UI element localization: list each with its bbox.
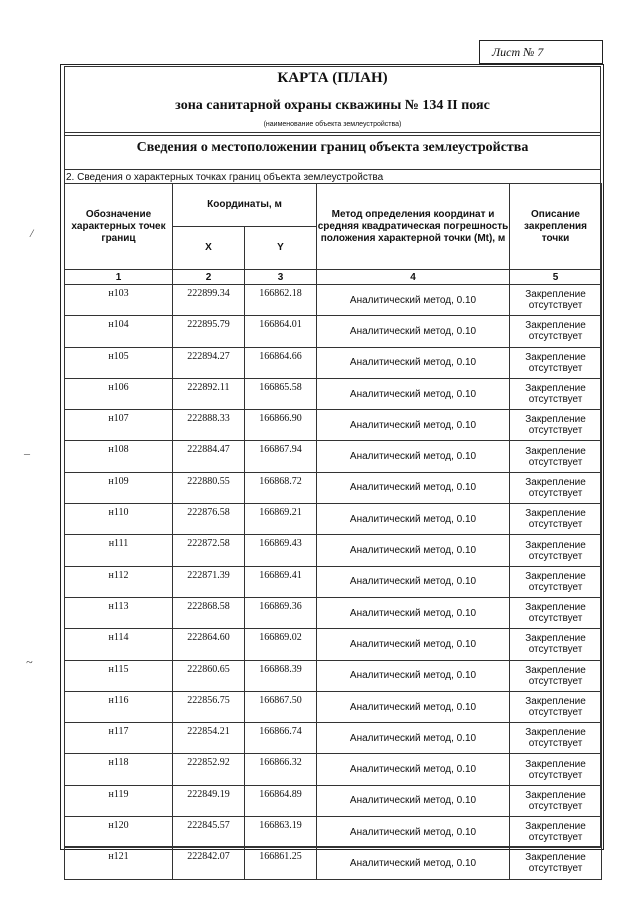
coord-x: 222880.55 [173,472,245,503]
fixing-description-line1: Закрепление [525,414,586,426]
coord-x: 222852.92 [173,754,245,785]
coord-x: 222884.47 [173,441,245,472]
method: Аналитический метод, 0.10 [317,535,510,566]
coord-y: 166869.02 [245,629,317,660]
fixing-description-line1: Закрепление [525,289,586,301]
fixing-description-line2: отсутствует [528,707,583,718]
coord-y: 166869.36 [245,597,317,628]
table-row [65,535,602,566]
fixing-description-line2: отсутствует [528,331,583,343]
table-row [65,410,602,441]
fixing-description-line2: отсутствует [528,487,583,499]
table-row [65,723,602,754]
fixing-description [510,347,602,378]
coord-y: 166868.72 [245,472,317,503]
point-name: н107 [65,410,173,441]
coord-y: 166868.39 [245,660,317,691]
coord-x: 222892.11 [173,378,245,409]
method: Аналитический метод, 0.10 [317,504,510,535]
fixing-description-line2: отсутствует [528,800,583,812]
coord-x: 222845.57 [173,817,245,848]
fixing-description [510,410,602,441]
fixing-description-line1: Закрепление [525,852,586,864]
divider-line [64,132,601,133]
section-title: Сведения о местоположении границ объекта землеустройства [136,140,529,155]
fixing-description-line2: отсутствует [528,832,583,844]
fixing-description-line1: Закрепление [525,727,586,739]
fixing-description-line2: отсутствует [528,362,583,374]
coord-x: 222860.65 [173,660,245,691]
table-row [65,347,602,378]
table-row [65,472,602,503]
method: Аналитический метод, 0.10 [317,785,510,816]
margin-mark: / [30,226,34,240]
table-row [65,566,602,597]
fixing-description-line1: Закрепление [525,570,586,582]
point-name: н105 [65,347,173,378]
coord-y: 166866.74 [245,723,317,754]
coord-x: 222871.39 [173,566,245,597]
method: Аналитический метод, 0.10 [317,723,510,754]
fixing-description-line1: Закрепление [525,696,586,707]
point-name: н110 [65,504,173,535]
fixing-description-line1: Закрепление [525,664,586,676]
coord-x: 222854.21 [173,723,245,754]
header-desc: Описание закрепления точки [510,184,602,270]
coord-y: 166867.94 [245,441,317,472]
fixing-description-line2: отсутствует [528,644,583,656]
method: Аналитический метод, 0.10 [317,660,510,691]
fixing-description-line2: отсутствует [528,456,583,468]
table-row [65,817,602,848]
fixing-description [510,566,602,597]
coord-y: 166864.01 [245,316,317,347]
margin-mark: ~ [26,655,33,669]
fixing-description [510,691,602,722]
fixing-description-line1: Закрепление [525,789,586,801]
fixing-description-line2: отсутствует [528,300,583,312]
fixing-description-line1: Закрепление [525,320,586,332]
fixing-description [510,723,602,754]
coord-x: 222895.79 [173,316,245,347]
point-name: н113 [65,597,173,628]
fixing-description [510,817,602,848]
method: Аналитический метод, 0.10 [317,817,510,848]
table-row [65,504,602,535]
table-row [65,316,602,347]
point-name: н117 [65,723,173,754]
coord-y: 166866.32 [245,754,317,785]
fixing-description-line2: отсутствует [528,581,583,593]
coord-x: 222899.34 [173,285,245,316]
coord-x: 222868.58 [173,597,245,628]
point-name: н121 [65,848,173,879]
divider-line [64,169,601,170]
method: Аналитический метод, 0.10 [317,285,510,316]
fixing-description-line1: Закрепление [525,602,586,614]
column-number: 1 [65,270,173,285]
coord-y: 166869.41 [245,566,317,597]
fixing-description-line1: Закрепление [525,508,586,520]
point-name: н103 [65,285,173,316]
fixing-description-line1: Закрепление [525,633,586,645]
fixing-description-line1: Закрепление [525,539,586,551]
method: Аналитический метод, 0.10 [317,472,510,503]
fixing-description-line2: отсутствует [528,425,583,437]
subsection-title: 2. Сведения о характерных точках границ объекта землеустройства [66,172,384,183]
coord-y: 166863.19 [245,817,317,848]
point-name: н104 [65,316,173,347]
point-name: н109 [65,472,173,503]
fixing-description-line2: отсутствует [528,550,583,562]
method: Аналитический метод, 0.10 [317,410,510,441]
point-name: н108 [65,441,173,472]
points-table [64,183,602,880]
fixing-description [510,848,602,879]
column-number: 5 [510,270,602,285]
coord-y: 166864.89 [245,785,317,816]
method: Аналитический метод, 0.10 [317,566,510,597]
method: Аналитический метод, 0.10 [317,754,510,785]
point-name: н111 [65,535,173,566]
coord-x: 222856.75 [173,691,245,722]
fixing-description-line1: Закрепление [525,351,586,363]
coord-x: 222849.19 [173,785,245,816]
coord-y: 166865.58 [245,378,317,409]
sheet-number-label: Лист № 7 [479,40,603,64]
fixing-description-line2: отсутствует [528,394,583,406]
document-title: КАРТА (ПЛАН) [277,70,388,86]
method: Аналитический метод, 0.10 [317,316,510,347]
coord-x: 222872.58 [173,535,245,566]
coord-y: 166867.50 [245,691,317,722]
coord-y: 166869.43 [245,535,317,566]
fixing-description [510,629,602,660]
table-row [65,848,602,879]
fixing-description [510,535,602,566]
fixing-description [510,316,602,347]
fixing-description-line2: отсутствует [528,738,583,750]
method: Аналитический метод, 0.10 [317,378,510,409]
fixing-description-line1: Закрепление [525,476,586,488]
fixing-description [510,441,602,472]
table-row [65,285,602,316]
fixing-description [510,472,602,503]
header-coords: Координаты, м [173,184,317,227]
point-name: н116 [65,691,173,722]
header-x: X [173,227,245,270]
method: Аналитический метод, 0.10 [317,441,510,472]
coord-x: 222842.07 [173,848,245,879]
table-row [65,597,602,628]
fixing-description [510,285,602,316]
coord-y: 166861.25 [245,848,317,879]
fixing-description-line2: отсутствует [528,769,583,781]
table-row [65,660,602,691]
point-name: н118 [65,754,173,785]
point-name: н112 [65,566,173,597]
coord-x: 222864.60 [173,629,245,660]
column-number: 3 [245,270,317,285]
fixing-description [510,597,602,628]
method: Аналитический метод, 0.10 [317,597,510,628]
fixing-description [510,660,602,691]
table-row [65,629,602,660]
table-row [65,378,602,409]
table-row [65,785,602,816]
coord-y: 166866.90 [245,410,317,441]
document-subtitle: зона санитарной охраны скважины № 134 II пояс [175,98,490,113]
method: Аналитический метод, 0.10 [317,848,510,879]
fixing-description-line2: отсутствует [528,863,583,875]
table-row [65,754,602,785]
divider-line [64,135,601,136]
point-name: н115 [65,660,173,691]
fixing-description-line1: Закрепление [525,758,586,770]
fixing-description [510,504,602,535]
header-point: Обозначение характерных точек границ [65,184,173,270]
point-name: н114 [65,629,173,660]
coord-x: 222894.27 [173,347,245,378]
coord-y: 166864.66 [245,347,317,378]
method: Аналитический метод, 0.10 [317,629,510,660]
fixing-description [510,785,602,816]
coord-y: 166862.18 [245,285,317,316]
fixing-description-line1: Закрепление [525,445,586,457]
table-row [65,441,602,472]
fixing-description-line2: отсутствует [528,613,583,625]
fixing-description-line1: Закрепление [525,383,586,395]
header-y: Y [245,227,317,270]
fixing-description [510,754,602,785]
coord-x: 222876.58 [173,504,245,535]
header-method: Метод определения координат и средняя квадратическая погрешность положения характерной точки (Mt), м [317,184,510,270]
column-number: 2 [173,270,245,285]
subtitle-note: (наименование объекта землеустройства) [263,121,402,128]
coord-x: 222888.33 [173,410,245,441]
fixing-description-line2: отсутствует [528,675,583,687]
fixing-description [510,378,602,409]
method: Аналитический метод, 0.10 [317,347,510,378]
column-number: 4 [317,270,510,285]
fixing-description-line1: Закрепление [525,821,586,833]
point-name: н119 [65,785,173,816]
coord-y: 166869.21 [245,504,317,535]
margin-mark: – [24,446,30,460]
point-name: н106 [65,378,173,409]
fixing-description-line2: отсутствует [528,519,583,531]
point-name: н120 [65,817,173,848]
table-row [65,691,602,722]
method: Аналитический метод, 0.10 [317,691,510,722]
